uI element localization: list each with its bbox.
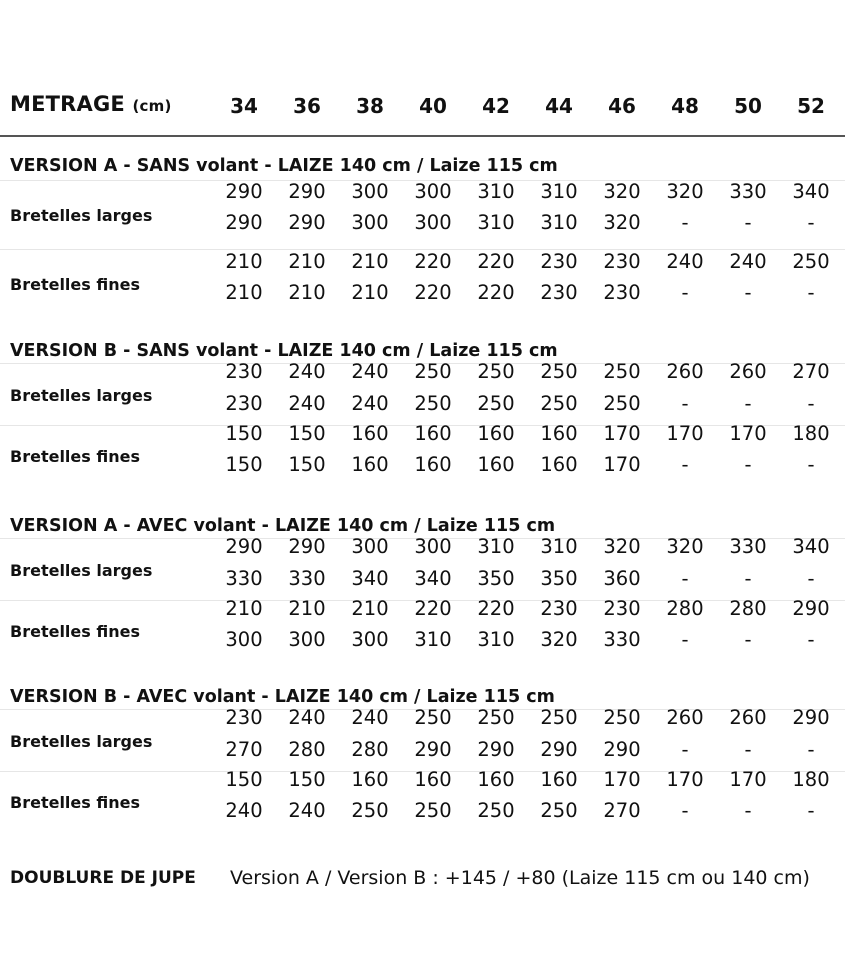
size-48: 48 [671,94,699,118]
table-cell: 270 [792,360,830,383]
table-cell: 250 [540,360,578,383]
section-title: VERSION A - SANS volant - LAIZE 140 cm / Laize 115 cm [10,156,558,176]
table-cell: 220 [477,281,515,304]
table-cell: 230 [225,392,263,415]
table-cell: 330 [288,567,326,590]
table-cell: 290 [288,211,326,234]
table-cell: 210 [225,597,263,620]
table-cell: 310 [477,211,515,234]
table-cell: 170 [666,768,704,791]
table-cell: 300 [288,628,326,651]
table-cell: - [807,281,815,304]
table-cell: 170 [729,768,767,791]
table-cell: 320 [603,180,641,203]
table-cell: 230 [225,706,263,729]
table-cell: 240 [288,360,326,383]
table-cell: 300 [414,211,452,234]
table-cell: 250 [540,706,578,729]
table-cell: 250 [414,392,452,415]
table-cell: 250 [477,360,515,383]
table-cell: 150 [225,453,263,476]
table-cell: 310 [477,180,515,203]
table-cell: 170 [666,422,704,445]
table-cell: 250 [603,706,641,729]
table-cell: 250 [351,799,389,822]
table-cell: 150 [288,768,326,791]
table-cell: 290 [477,738,515,761]
table-cell: - [807,567,815,590]
table-cell: 220 [414,597,452,620]
table-cell: 240 [288,392,326,415]
table-cell: 210 [351,597,389,620]
table-cell: 300 [414,180,452,203]
table-cell: 280 [351,738,389,761]
table-cell: 210 [225,250,263,273]
table-cell: 340 [414,567,452,590]
title-unit: (cm) [132,97,172,115]
table-cell: 250 [477,392,515,415]
table-cell: - [681,392,689,415]
table-cell: 220 [477,597,515,620]
table-cell: 310 [540,180,578,203]
table-cell: - [744,628,752,651]
table-cell: 350 [477,567,515,590]
table-cell: 330 [729,180,767,203]
table-cell: 240 [351,392,389,415]
table-cell: 350 [540,567,578,590]
size-50: 50 [734,94,762,118]
table-cell: 320 [603,535,641,558]
section-title: VERSION A - AVEC volant - LAIZE 140 cm / Laize 115 cm [10,516,556,536]
table-cell: 160 [477,422,515,445]
size-44: 44 [545,94,573,118]
section-title: VERSION B - SANS volant - LAIZE 140 cm / Laize 115 cm [10,341,558,361]
table-cell: 310 [540,535,578,558]
table-cell: - [744,567,752,590]
table-cell: 240 [666,250,704,273]
row-label: Bretelles fines [10,622,140,641]
table-cell: - [744,799,752,822]
table-cell: 280 [729,597,767,620]
table-cell: 310 [477,628,515,651]
table-cell: 150 [288,453,326,476]
table-cell: 260 [666,360,704,383]
table-cell: 150 [225,768,263,791]
table-cell: 300 [351,211,389,234]
table-cell: 160 [351,453,389,476]
table-cell: - [807,799,815,822]
table-cell: 250 [414,799,452,822]
table-cell: 160 [414,453,452,476]
table-cell: 340 [792,180,830,203]
title-text: METRAGE [10,92,125,116]
table-cell: 160 [477,768,515,791]
table-cell: 240 [288,706,326,729]
row-label: Bretelles larges [10,206,153,225]
table-cell: 320 [666,535,704,558]
table-cell: - [807,392,815,415]
table-cell: 160 [414,422,452,445]
table-cell: 250 [477,706,515,729]
table-cell: 290 [225,535,263,558]
table-cell: - [744,281,752,304]
size-40: 40 [419,94,447,118]
size-46: 46 [608,94,636,118]
table-cell: 250 [414,360,452,383]
row-label: Bretelles fines [10,447,140,466]
size-34: 34 [230,94,258,118]
table-cell: - [681,281,689,304]
table-cell: 300 [414,535,452,558]
table-cell: 230 [540,597,578,620]
table-cell: 160 [540,453,578,476]
table-cell: - [744,211,752,234]
table-cell: 230 [603,250,641,273]
size-36: 36 [293,94,321,118]
table-cell: 290 [288,180,326,203]
table-cell: 300 [351,180,389,203]
table-cell: 170 [603,768,641,791]
table-cell: 280 [288,738,326,761]
table-cell: 230 [540,250,578,273]
table-cell: - [681,799,689,822]
row-label: Bretelles larges [10,732,153,751]
row-label: Bretelles fines [10,275,140,294]
table-cell: 210 [288,250,326,273]
table-cell: - [807,738,815,761]
table-cell: 250 [603,360,641,383]
table-cell: 160 [351,422,389,445]
table-cell: 290 [792,597,830,620]
table-cell: 310 [540,211,578,234]
table-cell: 240 [225,799,263,822]
table-cell: 290 [225,180,263,203]
table-cell: 250 [477,799,515,822]
table-cell: 270 [225,738,263,761]
table-cell: 310 [477,535,515,558]
table-cell: - [744,392,752,415]
table-cell: 250 [792,250,830,273]
table-cell: - [807,628,815,651]
table-cell: 160 [540,768,578,791]
size-38: 38 [356,94,384,118]
table-cell: - [681,567,689,590]
table-cell: 210 [288,281,326,304]
table-cell: 250 [540,392,578,415]
table-cell: 290 [414,738,452,761]
table-cell: 160 [477,453,515,476]
table-cell: 210 [351,250,389,273]
footer-label: DOUBLURE DE JUPE [10,868,196,888]
size-52: 52 [797,94,825,118]
table-cell: 290 [792,706,830,729]
table-cell: - [681,211,689,234]
table-cell: 230 [603,281,641,304]
footer-text: Version A / Version B : +145 / +80 (Laize 115 cm ou 140 cm) [230,867,810,889]
table-cell: 320 [666,180,704,203]
section-title: VERSION B - AVEC volant - LAIZE 140 cm / Laize 115 cm [10,687,555,707]
table-cell: 310 [414,628,452,651]
size-42: 42 [482,94,510,118]
table-cell: 260 [666,706,704,729]
table-cell: - [744,453,752,476]
table-cell: 330 [603,628,641,651]
table-cell: 210 [225,281,263,304]
table-cell: 160 [351,768,389,791]
table-cell: 230 [603,597,641,620]
table-cell: 240 [729,250,767,273]
row-label: Bretelles larges [10,561,153,580]
table-cell: 320 [603,211,641,234]
table-cell: 170 [603,453,641,476]
table-cell: 330 [729,535,767,558]
table-cell: 150 [288,422,326,445]
table-cell: 360 [603,567,641,590]
table-cell: 160 [540,422,578,445]
table-cell: 240 [288,799,326,822]
table-cell: 260 [729,706,767,729]
table-cell: 230 [225,360,263,383]
table-cell: 340 [351,567,389,590]
table-cell: - [681,628,689,651]
table-cell: 220 [414,281,452,304]
table-cell: 300 [225,628,263,651]
table-cell: 250 [540,799,578,822]
table-cell: 280 [666,597,704,620]
table-cell: 230 [540,281,578,304]
table-cell: 330 [225,567,263,590]
table-cell: 270 [603,799,641,822]
table-cell: 210 [351,281,389,304]
table-cell: - [681,738,689,761]
table-cell: 210 [288,597,326,620]
table-cell: 160 [414,768,452,791]
table-title [10,92,172,116]
table-cell: 320 [540,628,578,651]
table-cell: 180 [792,422,830,445]
header-divider [0,135,845,137]
row-label: Bretelles fines [10,793,140,812]
row-label: Bretelles larges [10,386,153,405]
table-cell: - [681,453,689,476]
table-cell: 300 [351,628,389,651]
table-cell: 180 [792,768,830,791]
table-cell: 240 [351,360,389,383]
table-cell: 170 [729,422,767,445]
table-cell: 290 [603,738,641,761]
table-cell: 300 [351,535,389,558]
table-cell: 290 [288,535,326,558]
table-cell: 220 [477,250,515,273]
table-cell: 250 [603,392,641,415]
table-cell: 250 [414,706,452,729]
table-cell: - [744,738,752,761]
table-cell: 150 [225,422,263,445]
table-cell: 170 [603,422,641,445]
table-cell: 340 [792,535,830,558]
table-cell: 290 [540,738,578,761]
table-cell: - [807,453,815,476]
table-cell: 220 [414,250,452,273]
table-cell: - [807,211,815,234]
table-cell: 260 [729,360,767,383]
table-cell: 240 [351,706,389,729]
table-cell: 290 [225,211,263,234]
